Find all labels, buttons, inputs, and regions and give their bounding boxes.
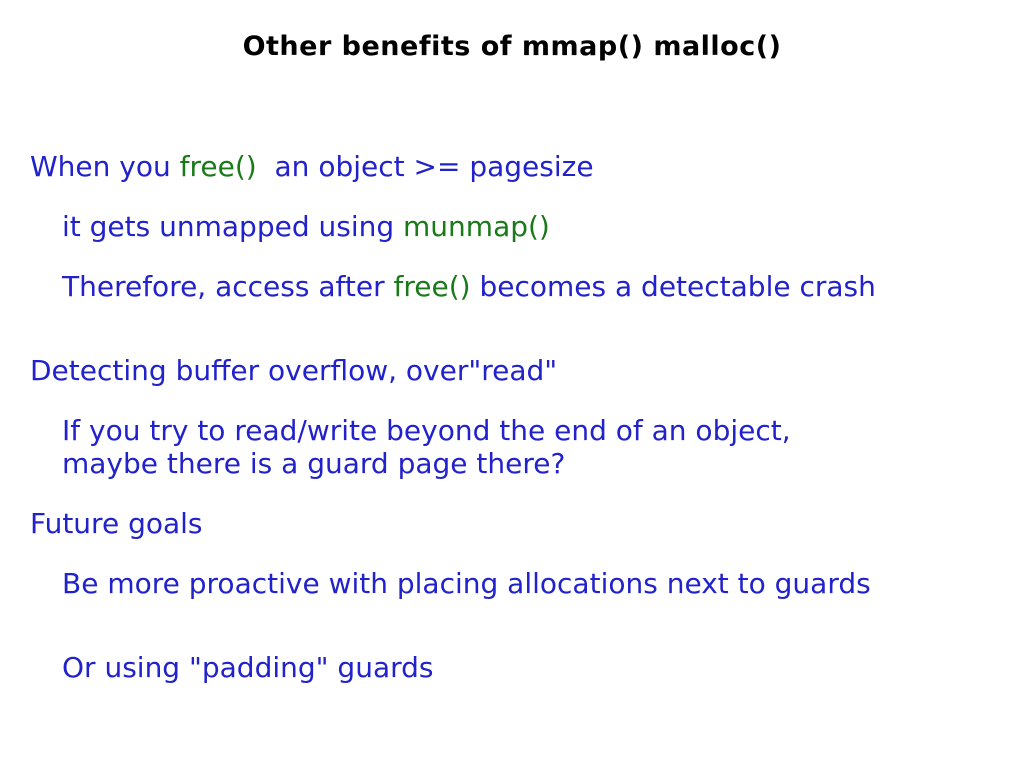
text-segment: an object >= pagesize (256, 150, 594, 183)
text-segment: Detecting buffer overflow, over"read" (30, 354, 558, 387)
slide-paragraph (0, 210, 1024, 243)
text-segment: If you try to read/write beyond the end of an object, (62, 414, 791, 447)
code-inline: free() (179, 150, 257, 183)
text-line (62, 414, 1024, 447)
slide-paragraph (0, 567, 1024, 600)
slide-paragraph (0, 354, 1024, 387)
text-segment: maybe there is a guard page there? (62, 447, 566, 480)
text-segment: Be more proactive with placing allocations next to guards (62, 567, 871, 600)
slide-body (0, 63, 1024, 684)
slide-paragraph (0, 150, 1024, 183)
text-line (62, 270, 1024, 303)
text-line (30, 150, 1024, 183)
code-inline: free() (393, 270, 471, 303)
slide-paragraph (0, 651, 1024, 684)
slide-paragraph (0, 507, 1024, 540)
text-segment: When you (30, 150, 180, 183)
text-line (30, 507, 1024, 540)
text-segment: Or using "padding" guards (62, 651, 434, 684)
text-line (30, 354, 1024, 387)
text-line (62, 210, 1024, 243)
text-segment: Therefore, access after (62, 270, 394, 303)
text-line (62, 651, 1024, 684)
slide-paragraph (0, 414, 1024, 480)
code-inline: munmap() (403, 210, 550, 243)
text-segment: Future goals (30, 507, 203, 540)
text-segment: it gets unmapped using (62, 210, 404, 243)
slide-paragraph (0, 270, 1024, 303)
text-line (62, 447, 1024, 480)
text-line (62, 567, 1024, 600)
slide-title: Other benefits of mmap() malloc() (242, 31, 782, 62)
text-segment: becomes a detectable crash (470, 270, 876, 303)
